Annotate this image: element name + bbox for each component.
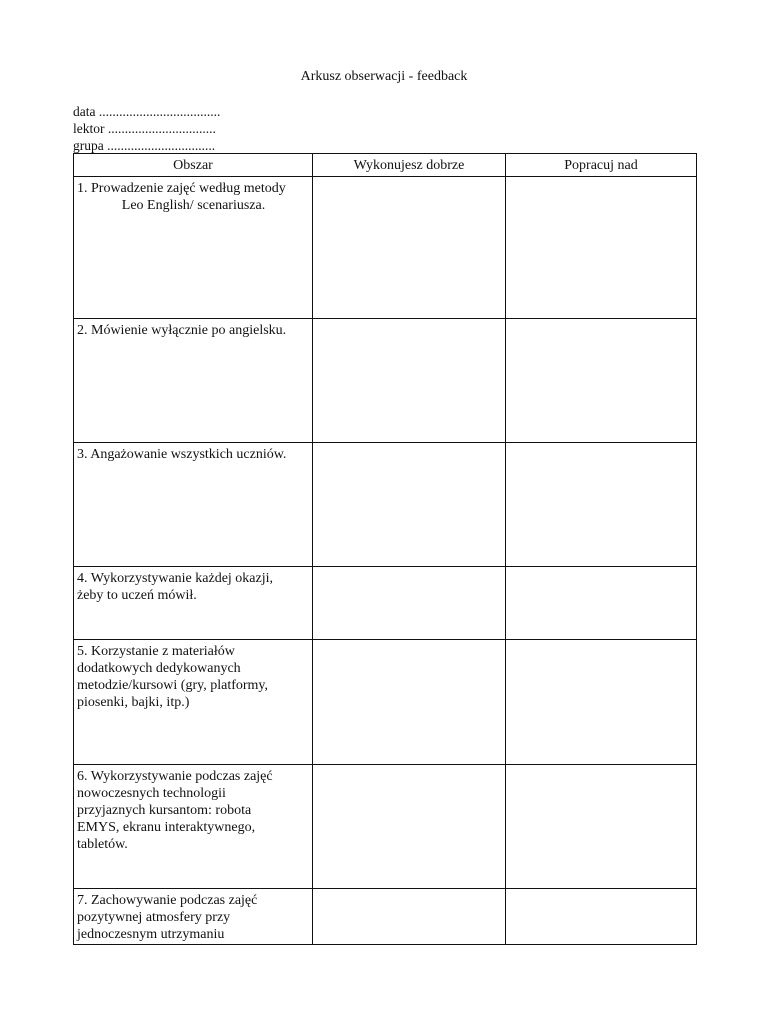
- area-line: przyjaznych kursantom: robota: [77, 803, 252, 818]
- header-area: Obszar: [74, 154, 313, 177]
- area-line: 4. Wykorzystywanie każdej okazji,: [77, 571, 273, 586]
- table-row: [74, 640, 697, 765]
- area-line: tabletów.: [77, 837, 128, 852]
- work-on-cell[interactable]: [506, 319, 697, 443]
- doing-well-cell[interactable]: [313, 889, 506, 945]
- area-line: 2. Mówienie wyłącznie po angielsku.: [77, 323, 287, 338]
- table-row: [74, 443, 697, 567]
- doing-well-cell[interactable]: [313, 640, 506, 765]
- area-line: jednoczesnym utrzymaniu: [77, 927, 225, 942]
- area-line: 1. Prowadzenie zajęć według metody: [77, 181, 286, 196]
- doing-well-cell[interactable]: [313, 319, 506, 443]
- document-title: Arkusz obserwacji - feedback: [300, 69, 468, 84]
- area-line: pozytywnej atmosfery przy: [77, 910, 231, 925]
- table-row: [74, 567, 697, 640]
- doing-well-cell[interactable]: [313, 443, 506, 567]
- area-cell: [74, 443, 313, 567]
- area-line: nowoczesnych technologii: [77, 786, 226, 801]
- area-line: EMYS, ekranu interaktywnego,: [77, 820, 256, 835]
- area-line: 6. Wykorzystywanie podczas zajęć: [77, 769, 273, 784]
- work-on-cell[interactable]: [506, 567, 697, 640]
- header-doing-well: Wykonujesz dobrze: [313, 154, 506, 177]
- table-row: [74, 177, 697, 319]
- work-on-cell[interactable]: [506, 177, 697, 319]
- date-field-line: data ....................................: [73, 104, 221, 119]
- area-line: 3. Angażowanie wszystkich uczniów.: [77, 447, 287, 462]
- area-line: 5. Korzystanie z materiałów: [77, 644, 235, 659]
- work-on-cell[interactable]: [506, 640, 697, 765]
- area-cell: [74, 319, 313, 443]
- area-line: metodzie/kursowi (gry, platformy,: [77, 678, 269, 693]
- table-row: [74, 889, 697, 945]
- doing-well-cell[interactable]: [313, 765, 506, 889]
- area-line: 7. Zachowywanie podczas zajęć: [77, 893, 258, 908]
- area-cell: [74, 567, 313, 640]
- doing-well-cell[interactable]: [313, 567, 506, 640]
- work-on-cell[interactable]: [506, 889, 697, 945]
- header-work-on: Popracuj nad: [506, 154, 697, 177]
- area-cell: [74, 765, 313, 889]
- area-cell: [74, 177, 313, 319]
- area-line: dodatkowych dedykowanych: [77, 661, 241, 676]
- area-cell: [74, 889, 313, 945]
- work-on-cell[interactable]: [506, 443, 697, 567]
- area-line: żeby to uczeń mówił.: [77, 588, 197, 603]
- observation-meta: [73, 103, 220, 154]
- area-line: Leo English/ scenariusza.: [121, 198, 266, 213]
- table-header-row: [74, 154, 697, 177]
- doing-well-cell[interactable]: [313, 177, 506, 319]
- area-line: piosenki, bajki, itp.): [77, 695, 190, 710]
- observation-table: [73, 153, 697, 945]
- work-on-cell[interactable]: [506, 765, 697, 889]
- group-field-line: grupa ................................: [73, 138, 216, 153]
- teacher-field-line: lektor ................................: [73, 121, 216, 136]
- area-cell: [74, 640, 313, 765]
- table-row: [74, 319, 697, 443]
- table-row: [74, 765, 697, 889]
